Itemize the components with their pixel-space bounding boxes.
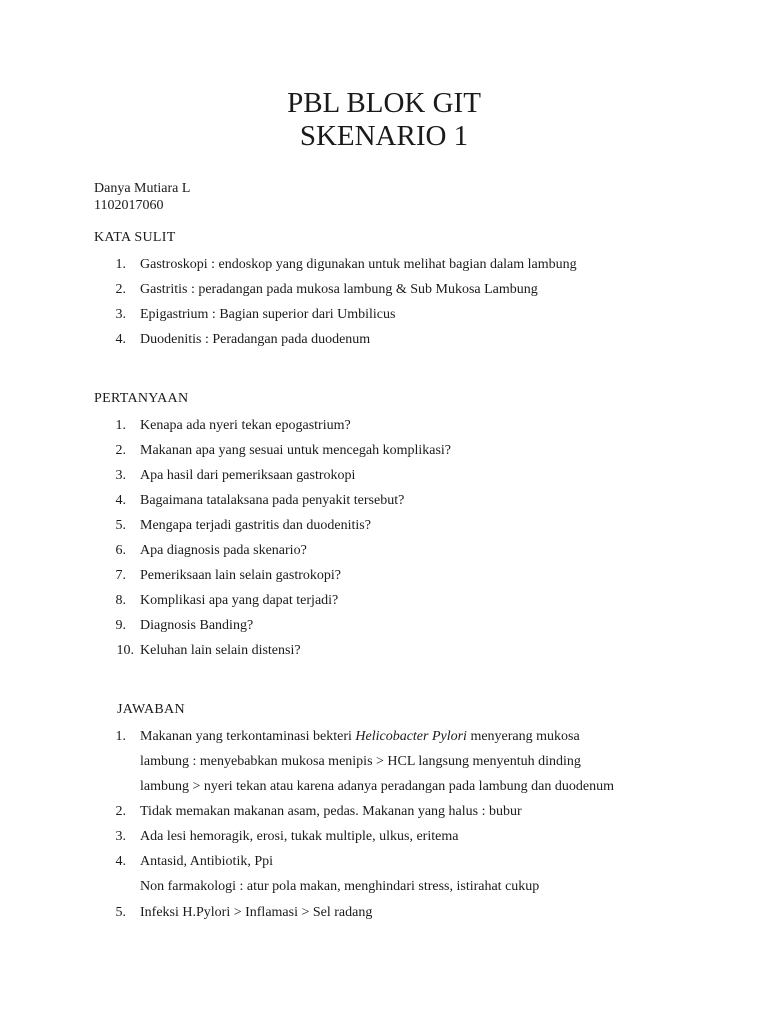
list-number: 2.: [115, 282, 126, 297]
list-text: Tidak memakan makanan asam, pedas. Makanan yang halus : bubur: [140, 804, 522, 819]
list-text: Infeksi H.Pylori > Inflamasi > Sel radang: [140, 905, 373, 920]
list-text: Apa hasil dari pemeriksaan gastrokopi: [140, 468, 356, 483]
list-number: 3.: [115, 468, 126, 483]
list-text: Apa diagnosis pada skenario?: [140, 543, 307, 558]
author-name: Danya Mutiara L: [94, 181, 191, 196]
list-number: 4.: [115, 493, 126, 508]
list-number: 5.: [115, 518, 126, 533]
list-text: lambung > nyeri tekan atau karena adanya peradangan pada lambung dan duodenum: [140, 779, 614, 794]
list-text: Komplikasi apa yang dapat terjadi?: [140, 593, 339, 608]
list-number: 3.: [115, 307, 126, 322]
list-number: 2.: [115, 804, 126, 819]
list-text: Antasid, Antibiotik, Ppi: [140, 854, 274, 869]
list-number: 10.: [116, 643, 134, 658]
pertanyaan-heading: PERTANYAAN: [94, 391, 189, 406]
kata-sulit-heading: KATA SULIT: [94, 230, 176, 245]
list-number: 1.: [115, 257, 126, 272]
list-text: Makanan yang terkontaminasi bekteri Helicobacter Pylori menyerang mukosa: [140, 729, 580, 744]
list-number: 4.: [115, 854, 126, 869]
list-number: 1.: [115, 418, 126, 433]
list-text: Ada lesi hemoragik, erosi, tukak multiple, ulkus, eritema: [140, 829, 459, 844]
list-text: Kenapa ada nyeri tekan epogastrium?: [140, 418, 351, 433]
list-number: 6.: [115, 543, 126, 558]
list-number: 9.: [115, 618, 126, 633]
list-text: lambung : menyebabkan mukosa menipis > HCL langsung menyentuh dinding: [140, 754, 581, 769]
list-text: Non farmakologi : atur pola makan, menghindari stress, istirahat cukup: [140, 879, 540, 894]
jawaban-heading: JAWABAN: [117, 702, 185, 717]
list-text: Gastritis : peradangan pada mukosa lambung & Sub Mukosa Lambung: [140, 282, 538, 297]
document-subtitle: SKENARIO 1: [299, 120, 469, 152]
list-text: Diagnosis Banding?: [140, 618, 254, 633]
list-text: Epigastrium : Bagian superior dari Umbilicus: [140, 307, 396, 322]
author-id: 1102017060: [94, 198, 164, 213]
document-title: PBL BLOK GIT: [287, 87, 481, 119]
list-text: Makanan apa yang sesuai untuk mencegah komplikasi?: [140, 443, 452, 458]
list-number: 3.: [115, 829, 126, 844]
list-number: 7.: [115, 568, 126, 583]
list-number: 2.: [115, 443, 126, 458]
list-text: Gastroskopi : endoskop yang digunakan untuk melihat bagian dalam lambung: [140, 257, 577, 272]
list-text: Duodenitis : Peradangan pada duodenum: [140, 332, 371, 347]
list-text: Mengapa terjadi gastritis dan duodenitis?: [140, 518, 371, 533]
list-text: Bagaimana tatalaksana pada penyakit tersebut?: [140, 493, 405, 508]
list-number: 8.: [115, 593, 126, 608]
list-number: 1.: [115, 729, 126, 744]
list-number: 5.: [115, 905, 126, 920]
list-number: 4.: [115, 332, 126, 347]
list-text: Pemeriksaan lain selain gastrokopi?: [140, 568, 341, 583]
list-text: Keluhan lain selain distensi?: [140, 643, 301, 658]
species-name: Helicobacter Pylori: [355, 729, 467, 744]
